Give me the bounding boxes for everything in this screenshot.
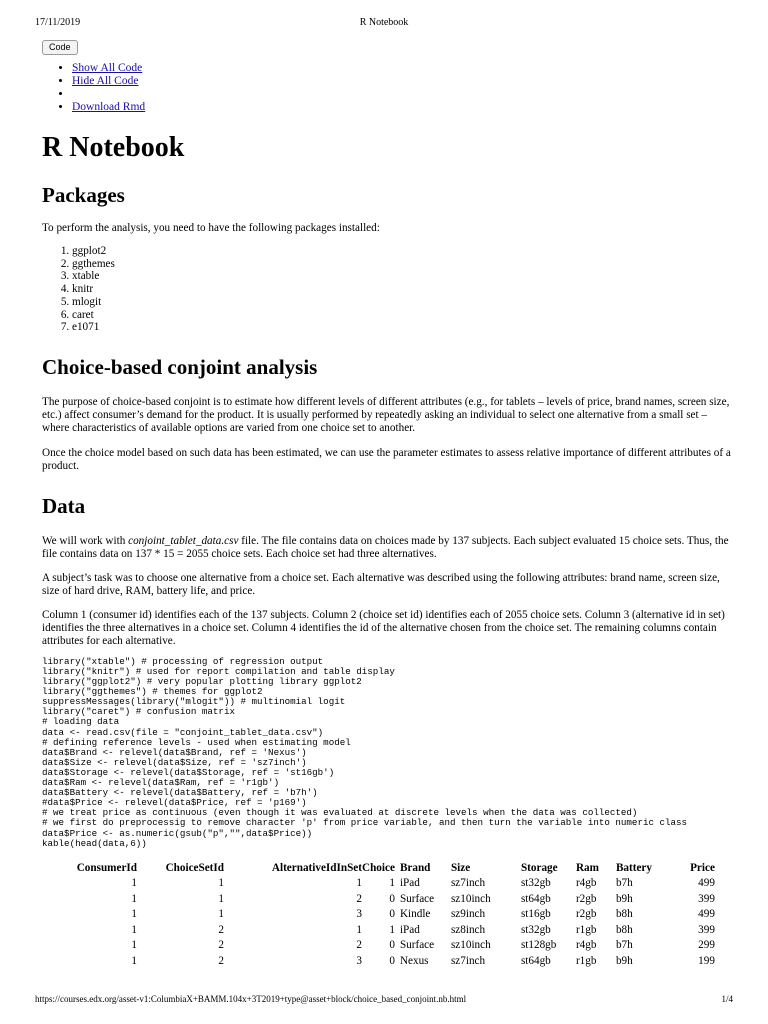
table-cell: iPad: [399, 923, 420, 936]
table-cell: st32gb: [520, 923, 551, 936]
data-paragraph-1: [42, 535, 732, 561]
data-paragraph-2: A subject’s task was to choose one alternative from a choice set. Each alternative was described using the following attributes: brand name, screen size, size of hard drive, RAM, battery life, and price.: [42, 571, 720, 597]
conjoint-paragraph-1: The purpose of choice-based conjoint is to estimate how different levels of different attributes (e.g., for tablets – levels of price, brand names, screen size, etc.) affect consumer’s demand for the product. It is usually performed by repeatedly asking an individual to select one alternative from a small set – where characteristics of available options are varied from one choice set to another.: [42, 395, 730, 434]
table-cell: b7h: [615, 939, 633, 952]
table-cell: sz7inch: [450, 877, 486, 890]
table-cell: 1: [131, 954, 137, 967]
table-cell: 0: [389, 892, 395, 905]
column-header: ConsumerId: [76, 861, 137, 874]
code-dropdown-button[interactable]: Code: [42, 40, 78, 55]
hide-all-code-link[interactable]: Hide All Code: [72, 75, 139, 87]
table-cell: b9h: [615, 954, 633, 967]
table-header-row: [56, 861, 715, 877]
column-header: Choice: [362, 861, 395, 874]
table-cell: 399: [698, 923, 715, 936]
table-row: [56, 907, 715, 923]
package-item: 4. knitr: [72, 283, 732, 296]
conjoint-heading: Choice-based conjoint analysis: [42, 354, 318, 379]
table-cell: 0: [389, 954, 395, 967]
data-paragraph-3: Column 1 (consumer id) identifies each of the 137 subjects. Column 2 (choice set id) identifies each of 2055 choice sets. Column 3 (alternative id in set) identifies the three alternatives in a choice set. Column 4 identifies the id of the alternative chosen from the choice set. The remaining columns contain attributes for each alternative.: [42, 608, 725, 647]
print-footer: [35, 993, 733, 1007]
table-row: [56, 892, 715, 908]
code-menu-item-show: [72, 62, 145, 75]
data-file-name: conjoint_tablet_data.csv: [128, 534, 239, 547]
table-cell: r2gb: [575, 892, 597, 905]
table-cell: sz9inch: [450, 908, 486, 921]
table-cell: 499: [698, 908, 715, 921]
table-cell: 2: [356, 892, 362, 905]
table-cell: Nexus: [399, 954, 429, 967]
table-cell: 1: [218, 877, 224, 890]
data-paragraph-1-start: We will work with: [42, 534, 129, 547]
column-header: Ram: [575, 861, 599, 874]
notebook-content: [42, 128, 732, 969]
table-cell: b8h: [615, 908, 633, 921]
print-title: R Notebook: [359, 17, 409, 28]
table-cell: st16gb: [520, 908, 551, 921]
table-row: [56, 876, 715, 892]
table-cell: 1: [356, 877, 362, 890]
table-cell: Surface: [399, 892, 435, 905]
column-header: Battery: [615, 861, 652, 874]
table-cell: b9h: [615, 892, 633, 905]
table-cell: b7h: [615, 877, 633, 890]
table-cell: Kindle: [399, 908, 431, 921]
table-cell: 199: [698, 954, 715, 967]
table-cell: 1: [356, 923, 362, 936]
table-cell: r4gb: [575, 877, 597, 890]
table-cell: 399: [698, 892, 715, 905]
package-item: 7. e1071: [72, 321, 732, 334]
column-header: Storage: [520, 861, 558, 874]
table-cell: 2: [356, 939, 362, 952]
package-item: 6. caret: [72, 309, 732, 322]
table-cell: sz10inch: [450, 892, 491, 905]
table-cell: 1: [131, 923, 137, 936]
packages-list: [42, 245, 732, 334]
table-row: [56, 923, 715, 939]
table-cell: sz7inch: [450, 954, 486, 967]
code-menu: [42, 62, 145, 114]
print-date: 17/11/2019: [35, 17, 81, 28]
column-header: AlternativeIdInSet: [271, 861, 362, 874]
code-menu-separator: [72, 88, 145, 101]
page-number: 1/4: [721, 994, 733, 1004]
table-row: [56, 954, 715, 970]
download-rmd-link[interactable]: Download Rmd: [72, 101, 146, 113]
table-cell: 1: [389, 923, 395, 936]
r-code-block: library("xtable") # processing of regression output library("knitr") # used for report compilation and table display library("ggplot2") # very popular plotting library ggplot2 library("ggthemes") # themes for ggplot2 suppressMessages(library("mlogit")) # multinomial logit library("caret") # confusion matrix # loading data data <- read.csv(file = "conjoint_tablet_data.csv") # defining reference levels - used when estimating model data$Brand <- relevel(data$Brand, ref = 'Nexus') data$Size <- relevel(data$Size, ref = 'sz7inch') data$Storage <- relevel(data$Storage, ref = 'st16gb') data$Ram <- relevel(data$Ram, ref = 'r1gb') data$Battery <- relevel(data$Battery, ref = 'b7h') #data$Price <- relevel(data$Price, ref = 'p169') # we treat price as continuous (even though it was evaluated at discrete levels when the data was collected) # we first do preprocessig to remove character 'p' from price variable, and then turn the variable into numeric class data$Price <- as.numeric(gsub("p","",data$Price)) kable(head(data,6)): [42, 655, 688, 849]
table-cell: 1: [131, 877, 137, 890]
table-cell: 1: [131, 908, 137, 921]
table-cell: 0: [389, 939, 395, 952]
print-header: [35, 16, 733, 30]
table-cell: 1: [218, 892, 224, 905]
package-item: 1. ggplot2: [72, 245, 732, 258]
package-item: 3. xtable: [72, 270, 732, 283]
table-cell: 2: [218, 939, 224, 952]
table-cell: 299: [698, 939, 715, 952]
package-item: 5. mlogit: [72, 296, 732, 309]
column-header: ChoiceSetId: [165, 861, 224, 874]
packages-intro: To perform the analysis, you need to have the following packages installed:: [42, 222, 380, 234]
table-cell: st64gb: [520, 954, 551, 967]
table-cell: 1: [218, 908, 224, 921]
print-url: https://courses.edx.org/asset-v1:ColumbiaX+BAMM.104x+3T2019+type@asset+block/choice_based_conjoint.nb.html: [35, 994, 467, 1004]
table-cell: 1: [389, 877, 395, 890]
data-heading: Data: [42, 493, 86, 518]
table-cell: 2: [218, 923, 224, 936]
code-menu-item-hide: [72, 75, 145, 88]
column-header: Price: [690, 861, 715, 874]
table-cell: b8h: [615, 923, 633, 936]
package-item: 2. ggthemes: [72, 258, 732, 271]
table-cell: Surface: [399, 939, 435, 952]
data-preview-table: [56, 861, 715, 970]
column-header: Brand: [399, 861, 431, 874]
table-cell: sz10inch: [450, 939, 491, 952]
column-header: Size: [450, 861, 471, 874]
table-cell: st128gb: [520, 939, 557, 952]
table-cell: iPad: [399, 877, 420, 890]
table-cell: st64gb: [520, 892, 551, 905]
table-cell: 1: [131, 892, 137, 905]
conjoint-paragraph-2: Once the choice model based on such data has been estimated, we can use the parameter estimates to assess relative importance of different attributes of a product.: [42, 446, 731, 472]
table-row: [56, 938, 715, 954]
table-cell: sz8inch: [450, 923, 486, 936]
table-cell: 1: [131, 939, 137, 952]
code-menu-item-download: [72, 101, 145, 114]
table-cell: r2gb: [575, 908, 597, 921]
table-cell: r1gb: [575, 923, 597, 936]
table-cell: 499: [698, 877, 715, 890]
show-all-code-link[interactable]: Show All Code: [72, 62, 143, 74]
page-title: R Notebook: [42, 132, 185, 163]
table-cell: r1gb: [575, 954, 597, 967]
table-cell: r4gb: [575, 939, 597, 952]
table-cell: 0: [389, 908, 395, 921]
table-cell: 3: [356, 954, 362, 967]
table-cell: 3: [356, 908, 362, 921]
table-cell: 2: [218, 954, 224, 967]
data-paragraph-1-end: file. The file contains data on choices made by 137 subjects. Each subject evaluated 15 choice sets. Thus, the file contains data on 137 * 15 = 2055 choice sets. Each choice set had three alternatives.: [42, 534, 729, 560]
packages-heading: Packages: [42, 183, 125, 207]
table-cell: st32gb: [520, 877, 551, 890]
